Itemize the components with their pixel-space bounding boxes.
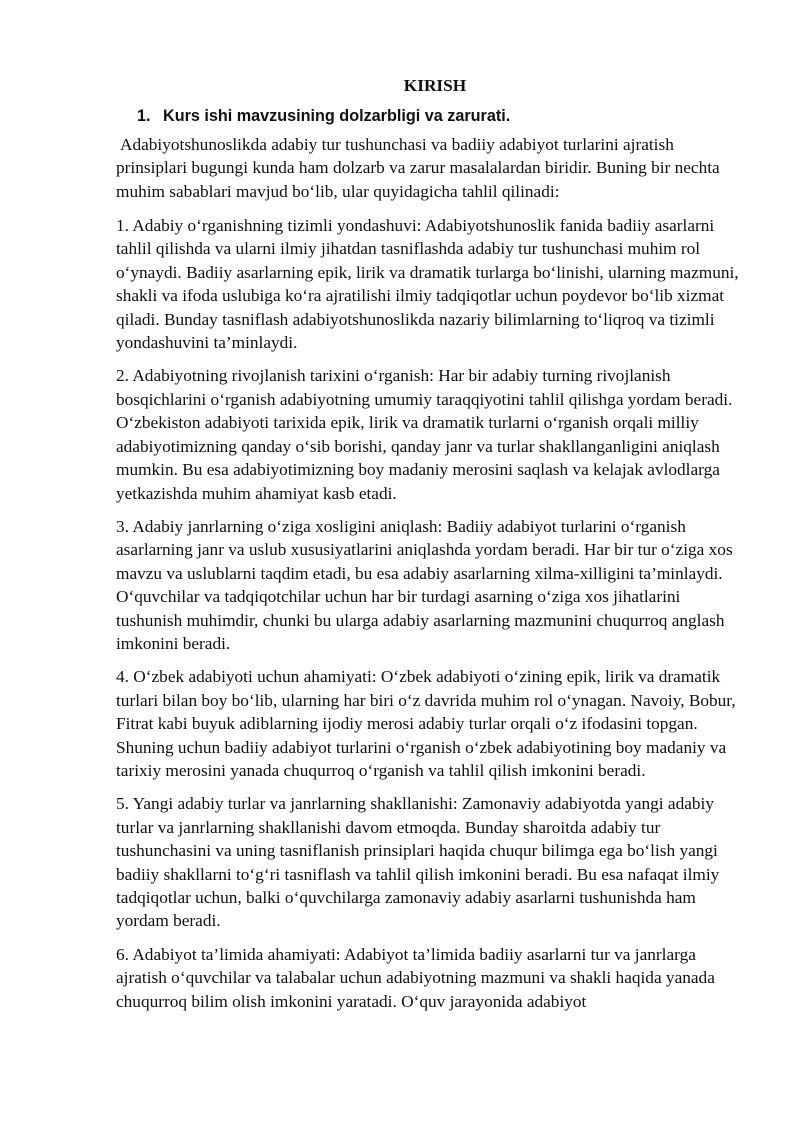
paragraph-2: 2. Adabiyotning rivojlanish tarixini o‘rganish: Har bir adabiy turning rivojlanish bosqichlarini o‘rganish adabiyotning umumiy taraqqiyotini tahlil qilishga yordam beradi. O‘zbekiston adabiyoti tarixida epik, lirik va dramatik turlarni o‘rganish orqali milliy adabiyotimizning qanday o‘sib borishi, qanday janr va turlar shakllanganligini aniqlash mumkin. Bu esa adabiyotimizning boy madaniy merosini saqlash va kelajak avlodlarga yetkazishda muhim ahamiyat kasb etadi.: [116, 366, 733, 503]
paragraph-3: 3. Adabiy janrlarning o‘ziga xosligini aniqlash: Badiiy adabiyot turlarini o‘rganish asarlarning janr va uslub xususiyatlarini aniqlashda yordam beradi. Har bir tur o‘ziga xos mavzu va uslublarni taqdim etadi, bu esa adabiy asarlarning xilma-xilligini ta’minlaydi. O‘quvchilar va tadqiqotchilar uchun har bir turdagi asarning o‘ziga xos jihatlarini tushunish muhimdir, chunki bu ularga adabiy asarlarning mazmunini chuqurroq anglash imkonini beradi.: [116, 516, 733, 653]
intro-paragraph: Adabiyotshunoslikda adabiy tur tushunchasi va badiiy adabiyot turlarini ajratish prinsiplari bugungi kunda ham dolzarb va zarur masalalardan biridir. Buning bir nechta muhim sabablari mavjud bo‘lib, ular quyidagicha tahlil qilinadi:: [116, 134, 720, 201]
document-page: [116, 74, 746, 1023]
document-title: KIRISH: [403, 76, 467, 95]
section-heading: [137, 105, 746, 128]
paragraph-4: 4. O‘zbek adabiyoti uchun ahamiyati: O‘zbek adabiyoti o‘zining epik, lirik va dramatik turlari bilan boy bo‘lib, ularning har biri o‘z davrida muhim rol o‘ynagan. Navoiy, Bobur, Fitrat kabi buyuk adiblarning ijodiy merosi adabiy turlar orqali o‘z ifodasini topgan. Shuning uchun badiiy adabiyot turlarini o‘rganish o‘zbek adabiyotining boy madaniy va tarixiy merosini yanada chuqurroq o‘rganish va tahlil qilish imkonini beradi.: [116, 667, 736, 780]
section-heading-text: Kurs ishi mavzusining dolzarbligi va zarurati.: [163, 107, 511, 126]
paragraph-1: 1. Adabiy o‘rganishning tizimli yondashuvi: Adabiyotshunoslik fanida badiiy asarlarni tahlil qilishda va ularni ilmiy jihatdan tasniflashda adabiy tur tushunchasi muhim rol o‘ynaydi. Badiiy asarlarning epik, lirik va dramatik turlarga bo‘linishi, ularning mazmuni, shakli va ifoda uslubiga ko‘ra ajratilishi ilmiy tadqiqotlar uchun poydevor bo‘lib xizmat qiladi. Bunday tasniflash adabiyotshunoslikda nazariy bilimlarning to‘liqroq va tizimli yondashuvini ta’minlaydi.: [116, 216, 739, 353]
paragraph-5: 5. Yangi adabiy turlar va janrlarning shakllanishi: Zamonaviy adabiyotda yangi adabiy turlar va janrlarning shakllanishi davom etmoqda. Bunday sharoitda adabiy tur tushunchasini va uning tasniflanish prinsiplari haqida chuqur bilimga ega bo‘lish yangi badiiy shakllarni to‘g‘ri tasniflash va tahlil qilish imkonini beradi. Bu esa nafaqat ilmiy tadqiqotlar uchun, balki o‘quvchilarga zamonaviy adabiy asarlarni tushunishda ham yordam beradi.: [116, 794, 720, 931]
paragraph-6: 6. Adabiyot ta’limida ahamiyati: Adabiyot ta’limida badiiy asarlarni tur va janrlarga ajratish o‘quvchilar va talabalar uchun adabiyotning mazmuni va shakli haqida yanada chuqurroq bilim olish imkonini yaratadi. O‘quv jarayonida adabiyot: [116, 944, 715, 1011]
section-number: 1.: [137, 107, 151, 126]
